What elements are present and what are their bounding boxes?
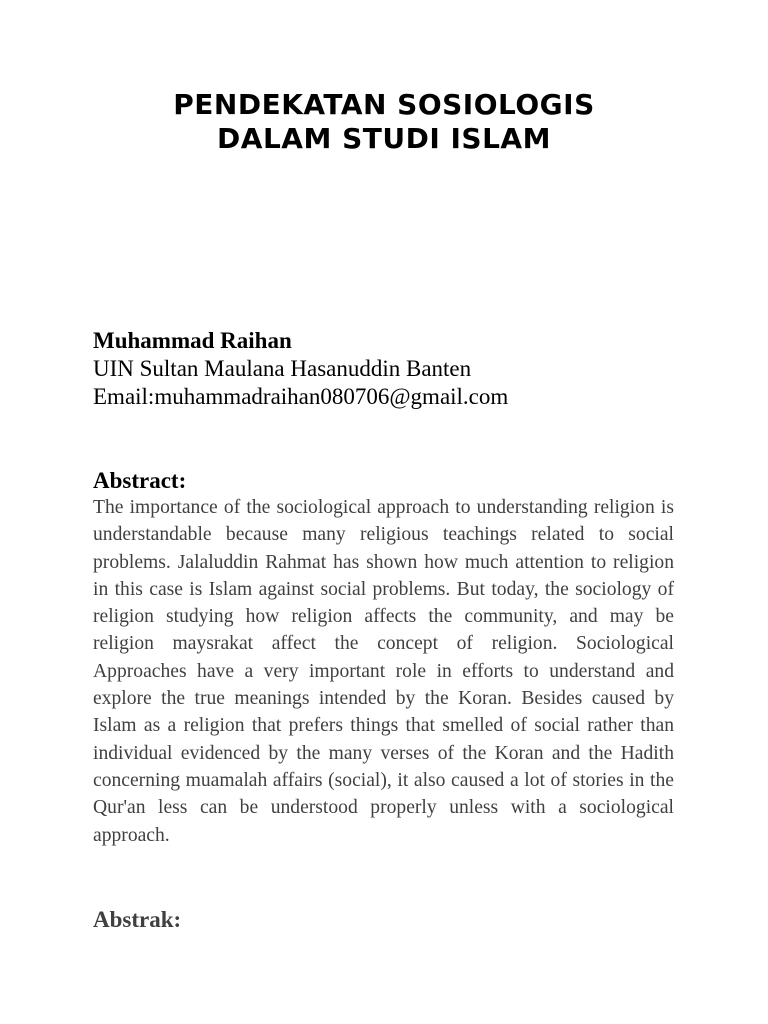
abstract-body: The importance of the sociological approach to understanding religion is understandable because many religious teachings related to social problems. Jalaluddin Rahmat has shown how much attention to religion in this case is Islam against social problems. But today, the sociology of religion studying how religion affects the community, and may be religion maysrakat affect the concept of religion. Sociological Approaches have a very important role in efforts to understand and explore the true meanings intended by the Koran. Besides caused by Islam as a religion that prefers things that smelled of social rather than individual evidenced by the many verses of the Koran and the Hadith concerning muamalah affairs (social), it also caused a lot of stories in the Qur'an less can be understood properly unless with a sociological approach. — [93, 497, 674, 846]
author-email: Email:muhammadraihan080706@gmail.com — [93, 384, 509, 409]
author-name: Muhammad Raihan — [93, 328, 292, 353]
author-block — [93, 327, 693, 411]
abstrak-heading: Abstrak: — [93, 907, 182, 932]
title-line-1: PENDEKATAN SOSIOLOGIS — [173, 88, 595, 121]
author-affiliation: UIN Sultan Maulana Hasanuddin Banten — [93, 356, 472, 381]
abstract-heading: Abstract: — [93, 468, 187, 493]
document-title — [0, 88, 768, 156]
title-line-2: DALAM STUDI ISLAM — [217, 122, 551, 155]
